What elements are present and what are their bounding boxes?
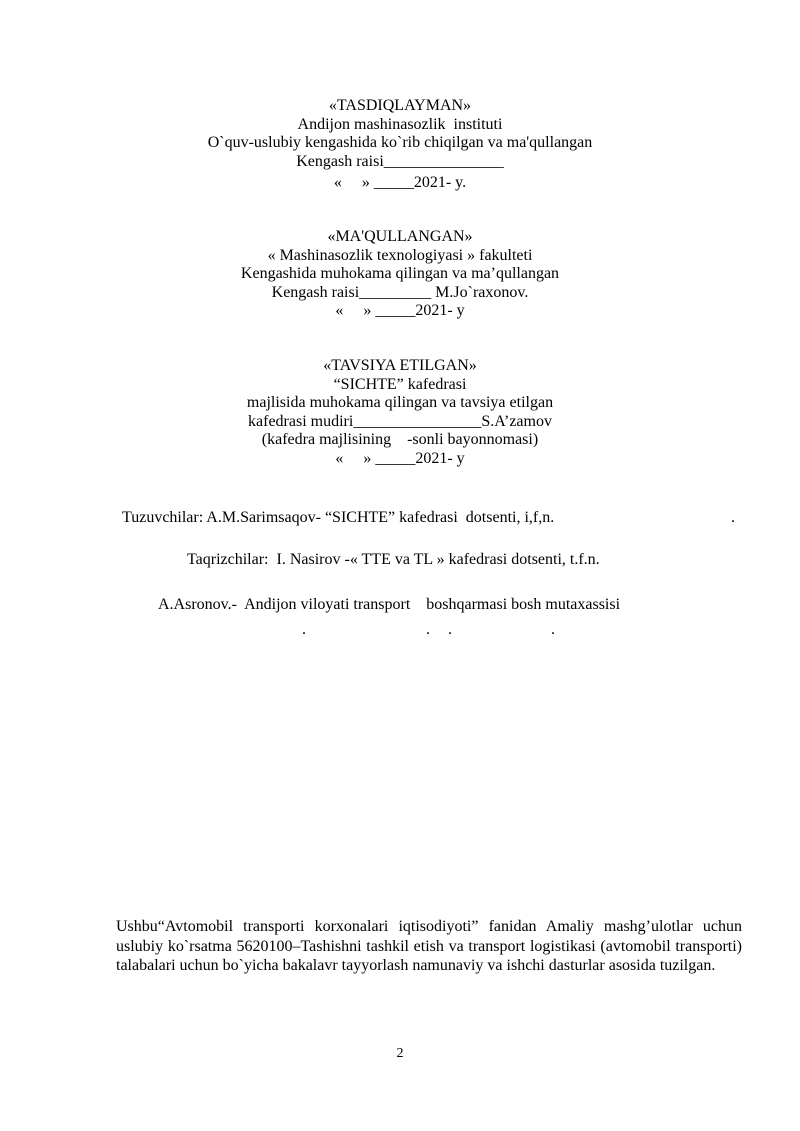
dot-mark: . (448, 621, 452, 638)
agreed-chair-line: Kengash raisi_________ M.Jo`raxonov. (271, 283, 529, 301)
recommended-title: «TAVSIYA ETILGAN» (323, 357, 477, 374)
compilers-line: Tuzuvchilar: A.M.Sarimsaqov- “SICHTE” kafedrasi dotsenti, i,f,n. (122, 509, 555, 526)
approval-title: «TASDIQLAYMAN» (328, 97, 472, 114)
recommended-protocol-line: (kafedra majlisining -sonli bayonnomasi) (261, 431, 539, 448)
dot-mark: . (302, 621, 306, 638)
recommended-department: “SICHTE” kafedrasi (333, 375, 467, 393)
recommended-block (0, 357, 800, 468)
agreed-council-line: Kengashida muhokama qilingan va ma’qullangan (240, 265, 560, 282)
agreed-faculty: « Mashinasozlik texnologiyasi » fakulteti (267, 246, 533, 264)
approval-council-line: O`quv-uslubiy kengashida ko`rib chiqilgan va ma'qullangan (207, 134, 593, 151)
reviewer-line-2: A.Asronov.- Andijon viloyati transport boshqarmasi bosh mutaxassisi (158, 596, 621, 613)
approval-block (0, 97, 800, 193)
description-paragraph: Ushbu“Avtomobil transporti korxonalari iqtisodiyoti” fanidan Amaliy mashg’ulotlar uchun uslubiy ko`rsatma 5620100–Tashishni tashkil etish va transport logistikasi (avtomobil transporti) talabalari uchun bo`yicha bakalavr tayyorlash namunaviy va ishchi dasturlar asosida tuzilgan. (116, 918, 742, 974)
approval-date-line: « » _____2021- y. (333, 174, 467, 191)
reviewer-dots (0, 621, 800, 639)
dot-mark: . (551, 621, 555, 638)
agreed-date-line: « » _____2021- y (335, 302, 465, 319)
approval-institute: Andijon mashinasozlik instituti (297, 115, 503, 133)
agreed-block (0, 228, 800, 321)
compilers-trailing-dot: . (731, 509, 735, 526)
reviewer-line-1: Taqrizchilar: I. Nasirov -« TTE va TL » kafedrasi dotsenti, t.f.n. (187, 551, 600, 568)
dot-mark: . (426, 621, 430, 638)
recommended-head-line: kafedrasi mudiri________________S.A’zamov (248, 412, 552, 430)
agreed-title: «MA'QULLANGAN» (327, 228, 473, 245)
recommended-date-line: « » _____2021- y (335, 449, 465, 467)
recommended-meeting-line: majlisida muhokama qilingan va tavsiya etilgan (246, 394, 554, 411)
page-number: 2 (396, 1046, 404, 1061)
approval-chair-line: Kengash raisi_______________ (296, 152, 504, 170)
